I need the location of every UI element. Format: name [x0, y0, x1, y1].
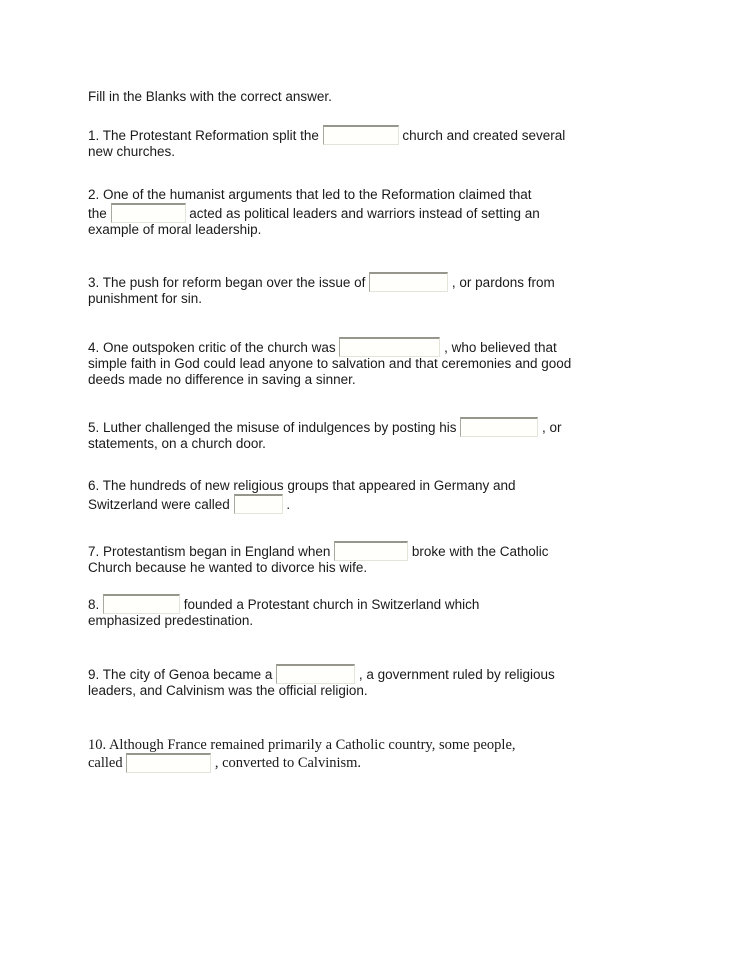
question-1-text: church and created several: [398, 128, 566, 143]
question-9-text: leaders, and Calvinism was the official religion.: [88, 683, 368, 698]
question-4-text: , who believed that: [440, 340, 557, 355]
question-1: [88, 125, 689, 160]
question-10-text: called: [88, 755, 127, 771]
question-3-text: 3. The push for reform began over the issue of: [88, 275, 370, 290]
question-2-text: acted as political leaders and warriors instead of setting an: [185, 206, 540, 221]
question-3-text: , or pardons from: [448, 275, 555, 290]
question-3-text: punishment for sin.: [88, 291, 203, 306]
question-9-text: 9. The city of Genoa became a: [88, 667, 277, 682]
question-9: [88, 664, 689, 699]
question-5: [88, 417, 689, 452]
q10-blank-input[interactable]: [126, 753, 211, 773]
question-6-text: 6. The hundreds of new religious groups that appeared in Germany and: [88, 478, 516, 493]
question-8-text: emphasized predestination.: [88, 613, 254, 628]
question-6-text: Switzerland were called: [88, 497, 234, 512]
question-1-text: new churches.: [88, 144, 176, 159]
question-8-text: 8.: [88, 597, 104, 612]
q6-blank-input[interactable]: [234, 494, 283, 514]
question-5-text: statements, on a church door.: [88, 436, 266, 451]
question-5-text: 5. Luther challenged the misuse of indulgences by posting his: [88, 420, 461, 435]
q5-blank-input[interactable]: [460, 417, 538, 437]
worksheet-title: Fill in the Blanks with the correct answer.: [88, 89, 332, 104]
question-6: [88, 478, 689, 513]
question-7-text: Church because he wanted to divorce his wife.: [88, 560, 368, 575]
question-2-text: the: [88, 206, 111, 221]
question-10-text: 10. Although France remained primarily a Catholic country, some people,: [88, 737, 516, 753]
question-4-text: 4. One outspoken critic of the church was: [88, 340, 340, 355]
question-5-text: , or: [538, 420, 562, 435]
question-10-text: , converted to Calvinism.: [211, 755, 362, 771]
question-4: [88, 337, 689, 388]
question-4-text: deeds made no difference in saving a sinner.: [88, 372, 356, 387]
question-7-text: 7. Protestantism began in England when: [88, 544, 335, 559]
question-8: [88, 594, 689, 629]
q2-blank-input[interactable]: [111, 203, 186, 223]
q1-blank-input[interactable]: [323, 125, 399, 145]
q4-blank-input[interactable]: [339, 337, 440, 357]
q9-blank-input[interactable]: [276, 664, 355, 684]
question-2-text: 2. One of the humanist arguments that led to the Reformation claimed that: [88, 187, 532, 202]
question-2-text: example of moral leadership.: [88, 222, 262, 237]
question-2: [88, 187, 689, 238]
question-7-text: broke with the Catholic: [408, 544, 549, 559]
question-9-text: , a government ruled by religious: [355, 667, 555, 682]
question-8-text: founded a Protestant church in Switzerland which: [180, 597, 480, 612]
question-10: [88, 737, 689, 771]
question-6-text: .: [282, 497, 291, 512]
q7-blank-input[interactable]: [334, 541, 408, 561]
question-7: [88, 541, 689, 576]
questions-list: [88, 125, 689, 771]
question-4-text: simple faith in God could lead anyone to salvation and that ceremonies and good: [88, 356, 572, 371]
q8-blank-input[interactable]: [103, 594, 180, 614]
q3-blank-input[interactable]: [369, 272, 448, 292]
question-1-text: 1. The Protestant Reformation split the: [88, 128, 323, 143]
question-3: [88, 272, 689, 307]
